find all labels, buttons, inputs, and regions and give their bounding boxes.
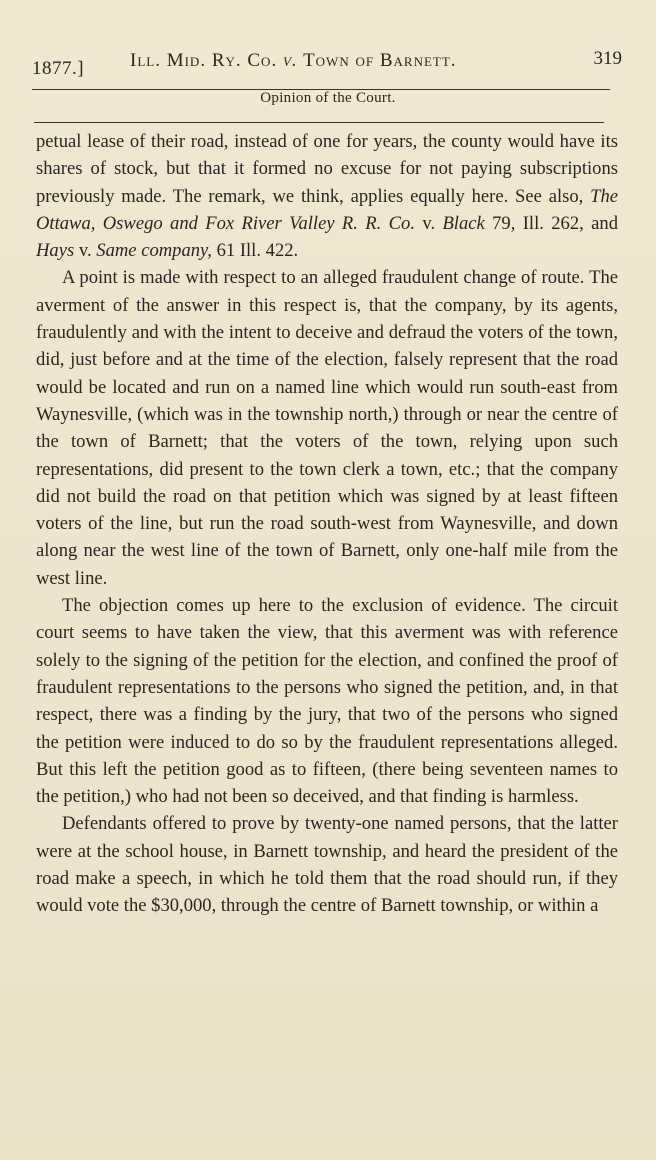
text-run: A point is made with respect to an alleged fraudulent change of route. The averment of the answer in this respect is, that the company, by its agents, fraudulently and with the intent to deceive and defraud the voters of the town, did, just before and at the time of the election, falsely represent that the road would be located and run on a named line which would run south-east from Waynesville, (which was in the township north,) through or near the centre of the town of Barnett; that the voters of the town, relying upon such representations, did present to the town clerk a town, etc.; that the company did not build the road on that petition which was signed by at least fifteen voters of the line, but run the road south-west from Waynesville, and down along near the west line of the town of Barnett, only one-half mile from the west line. [36, 267, 618, 589]
text-run: 79, Ill. 262, and [484, 212, 618, 234]
case-title-main: Ill. Mid. Ry. Co. [130, 50, 283, 71]
case-citation: Same company, [96, 240, 212, 262]
paragraph-3 [36, 592, 618, 810]
case-title [130, 50, 457, 72]
paragraph-4 [36, 810, 618, 919]
case-title-rest: Town of Barnett. [297, 50, 457, 71]
section-heading: Opinion of the Court. [260, 90, 396, 106]
case-title-v: v. [282, 50, 298, 71]
text-run: Defendants offered to prove by twenty-one named persons, that the latter were at the school house, in Barnett township, and heard the president of the road make a speech, in which he told them that the road should run, if they would vote the $30,000, through the centre of Barnett township, or within a [36, 813, 618, 917]
text-run: v. [74, 240, 97, 262]
case-citation: The Ottawa, Oswego and Fox River Valley R. R. Co. [36, 185, 618, 234]
text-run: 61 Ill. 422. [211, 240, 299, 262]
header-rule-bottom [34, 122, 604, 123]
text-run: The objection comes up here to the exclusion of evidence. The circuit court seems to have taken the view, that this averment was with reference solely to the signing of the petition for the election, and confined the proof of fraudulent representations to the persons who signed the petition, and, in that respect, there was a finding by the jury, that two of the persons who signed the petition were induced to do so by the fraudulent representations alleged. But this left the petition good as to fifteen, (there being seventeen names to the petition,) who had not been so deceived, and that finding is harmless. [36, 595, 618, 808]
paragraph-1 [36, 128, 618, 264]
year: 1877.] [32, 58, 85, 79]
text-run: petual lease of their road, instead of one for years, the county would have its shares of stock, but that it formed no excuse for not paying subscriptions previously made. The remark, we think, applies equally here. See also, [36, 131, 618, 207]
case-citation: Black [442, 212, 485, 234]
body-text [36, 128, 618, 920]
text-run: v. [415, 212, 443, 234]
case-citation: Hays [36, 240, 75, 262]
paragraph-2 [36, 264, 618, 592]
page-number: 319 [593, 48, 622, 69]
running-head [30, 46, 622, 80]
